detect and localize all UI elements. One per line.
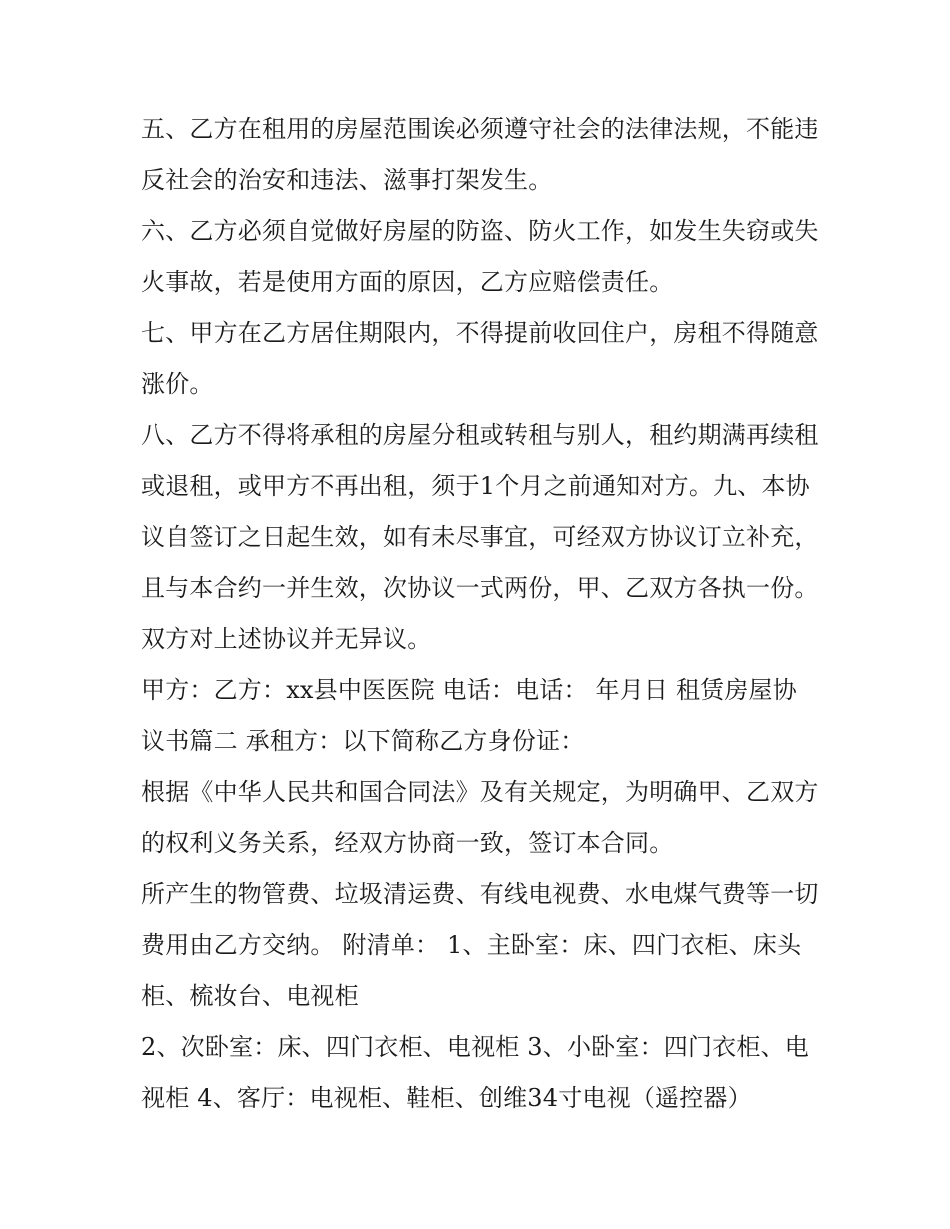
paragraph-signatures: 甲方：乙方：xx县中医医院 电话：电话： 年月日 租赁房屋协议书篇二 承租方：以下简称乙方身份证： [141, 676, 797, 755]
paragraph-clause-7: 七、甲方在乙方居住期限内，不得提前收回住户，房租不得随意涨价。 [141, 319, 819, 398]
paragraph-clause-6: 六、乙方必须自觉做好房屋的防盗、防火工作，如发生失窃或失火事故，若是使用方面的原因，乙方应赔偿责任。 [141, 217, 819, 296]
paragraph-inventory-rooms: 2、次卧室：床、四门衣柜、电视柜 3、小卧室：四门衣柜、电视柜 4、客厅：电视柜、鞋柜、创维34寸电视（遥控器） [141, 1033, 809, 1112]
paragraph-clause-5: 五、乙方在租用的房屋范围诶必须遵守社会的法律法规，不能违反社会的治安和违法、滋事打架发生。 [141, 115, 819, 194]
document-body [141, 104, 821, 1124]
paragraph-clause-8-9: 八、乙方不得将承租的房屋分租或转租与别人，租约期满再续租或退租，或甲方不再出租，须于1个月之前通知对方。九、本协议自签订之日起生效，如有未尽事宜，可经双方协议订立补充，且与本合约一并生效，次协议一式两份，甲、乙双方各执一份。双方对上述协议并无异议。 [141, 421, 819, 653]
paragraph-preamble: 根据《中华人民共和国合同法》及有关规定，为明确甲、乙双方的权利义务关系，经双方协商一致，签订本合同。 [141, 778, 819, 857]
paragraph-fees-inventory: 所产生的物管费、垃圾清运费、有线电视费、水电煤气费等一切费用由乙方交纳。 附清单： 1、主卧室：床、四门衣柜、床头柜、梳妆台、电视柜 [141, 880, 819, 1010]
